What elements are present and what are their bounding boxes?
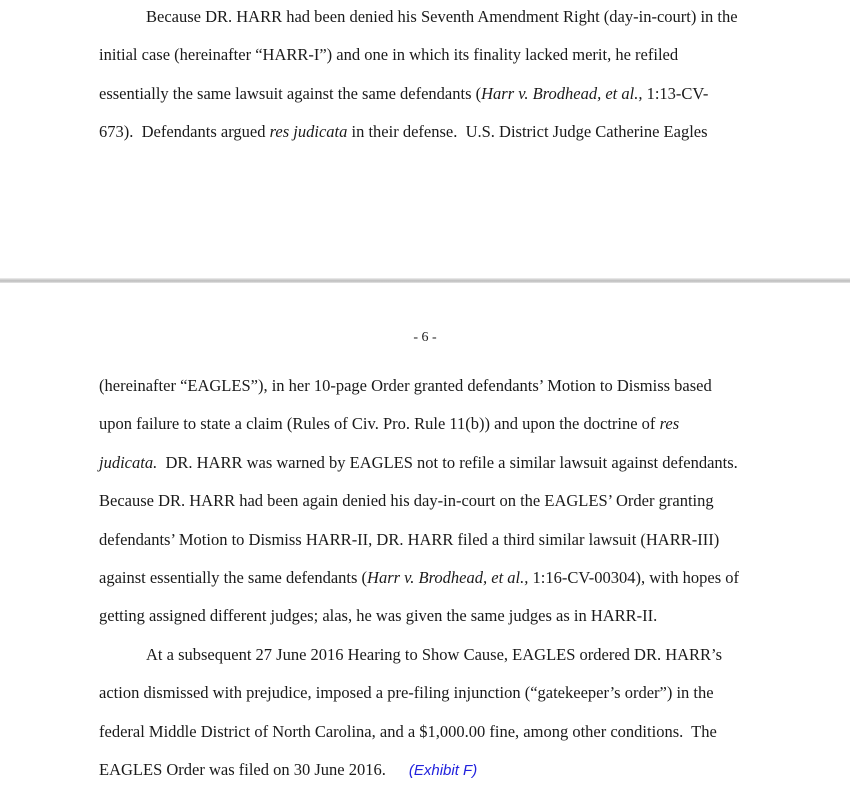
exhibit-f-link[interactable]: (Exhibit F): [408, 761, 478, 779]
text-line: [99, 605, 739, 643]
text-segment: 1:16-CV-00304), with hopes of: [528, 567, 740, 587]
text-line: [99, 567, 739, 605]
text-line: [99, 644, 739, 682]
page-break-divider: [0, 278, 850, 283]
text-line: [99, 682, 739, 720]
page-current-text: [99, 375, 739, 792]
text-line: [99, 452, 739, 490]
text-segment: upon failure to state a claim (Rules of Civ. Pro. Rule 11(b)) and upon the doctrine of: [99, 414, 660, 434]
text-line: [99, 83, 738, 121]
text-line: [99, 759, 739, 792]
text-segment: Because DR. HARR had been denied his Seventh Amendment Right (day-in-court) in the: [146, 7, 738, 26]
text-segment: res: [659, 414, 680, 434]
text-segment: judicata.: [99, 452, 158, 472]
text-line: [99, 721, 739, 759]
text-segment: action dismissed with prejudice, imposed a pre-filing injunction (“gatekeeper’s order”) in the: [99, 683, 714, 703]
text-segment: (hereinafter “EAGLES”), in her 10-page Order granted defendants’ Motion to Dismiss based: [99, 376, 712, 395]
page-previous-text: [99, 6, 738, 160]
text-line: [99, 490, 739, 528]
text-segment: 673). Defendants argued: [99, 122, 270, 142]
text-segment: in their defense. U.S. District Judge Catherine Eagles: [347, 122, 708, 142]
text-segment: DR. HARR was warned by EAGLES not to refile a similar lawsuit against defendants.: [157, 452, 738, 472]
text-line: [99, 121, 738, 159]
text-segment: Harr v. Brodhead, et al.,: [481, 83, 643, 103]
text-segment: At a subsequent 27 June 2016 Hearing to Show Cause, EAGLES ordered DR. HARR’s: [146, 644, 723, 664]
text-segment: getting assigned different judges; alas, he was given the same judges as in HARR-II.: [99, 606, 658, 626]
text-segment: against essentially the same defendants (: [99, 567, 368, 587]
text-line: [99, 44, 738, 82]
text-segment: Harr v. Brodhead, et al.,: [367, 567, 529, 587]
text-segment: federal Middle District of North Carolina, and a $1,000.00 fine, among other conditions. The: [99, 721, 717, 741]
text-segment: defendants’ Motion to Dismiss HARR-II, DR. HARR filed a third similar lawsuit (HARR-III): [99, 529, 720, 549]
page-number: - 6 -: [413, 330, 437, 345]
text-segment: res judicata: [269, 122, 348, 142]
text-segment: initial case (hereinafter “HARR-I”) and one in which its finality lacked merit, he refiled: [99, 45, 679, 65]
text-line: [99, 413, 739, 451]
text-segment: EAGLES Order was filed on 30 June 2016.: [99, 759, 386, 779]
text-segment: essentially the same lawsuit against the same defendants (: [99, 83, 482, 103]
text-line: [99, 529, 739, 567]
text-segment: Because DR. HARR had been again denied his day-in-court on the EAGLES’ Order granting: [99, 491, 714, 511]
text-line: [99, 6, 738, 44]
text-segment: 1:13-CV-: [642, 83, 709, 103]
text-line: [99, 375, 739, 413]
